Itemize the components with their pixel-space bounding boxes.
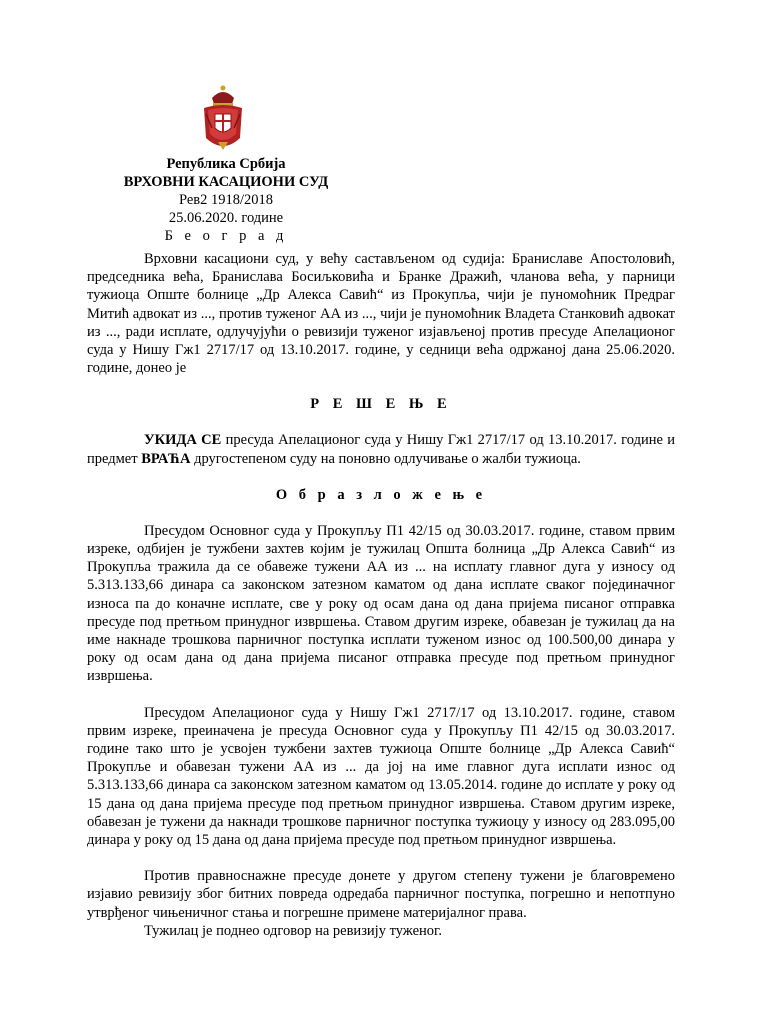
- city: Б е о г р а д: [164, 228, 288, 244]
- coat-of-arms-icon: [200, 84, 246, 156]
- decision-text-2: другостепеном суду на поновно одлучивање о жалби тужиоца.: [190, 450, 581, 467]
- decision-title: Р Е Ш Е Њ Е: [310, 396, 452, 413]
- republic-name: Република Србија: [166, 156, 286, 172]
- reasoning-title: О б р а з л о ж е њ е: [275, 486, 487, 503]
- reasoning-paragraph-4: Тужилац је поднео одговор на ревизију туженог.: [144, 922, 442, 939]
- decision-text-1: пресуда Апелационог суда у Нишу Гж1 2717/17 од 13.10.2017. године и предмет: [87, 432, 675, 467]
- decision-paragraph: [87, 431, 675, 467]
- decision-date: 25.06.2020. године: [168, 210, 284, 226]
- intro-paragraph: Врховни касациони суд, у већу састављеном од судија: Браниславе Апостоловић, председника већа, Бранислава Босиљковића и Бранке Дражић, чланова већа, у парници тужиоца Опште болнице „Др Алекса Савић“ из Прокупља, чији је пуномоћник Предраг Митић адвокат из ..., против туженог АА из ..., чији је пуномоћник Владета Станковић адвокат из ..., ради исплате, одлучујући о ревизији туженог изјављеној против пресуде Апелационог суда у Нишу Гж1 2717/17 од 13.10.2017. године, у седници већа одржаној дана 25.06.2020. године, донео је: [87, 251, 675, 377]
- reasoning-paragraph-1: Пресудом Основног суда у Прокупљу П1 42/15 од 30.03.2017. године, ставом првим изреке, одбијен је тужбени захтев којим је тужилац Општа болница „Др Алекса Савић“ из Прокупља тражила да се обавеже тужени АА из ... на исплату главног дуга у износу од 5.313.133,66 динара са законском затезном каматом од дана исплате сваког појединачног износа па до коначне исплате, све у року од осам дана од дана пријема писаног отправка пресуде под претњом принудног извршења. Ставом другим изреке, обавезан је тужилац да на име накнаде трошкова парничног поступка исплати туженом износ од 100.500,00 динара у року од осам дана од дана пријема писаног отправка пресуде под претњом принудног извршења.: [87, 522, 675, 685]
- case-number: Рев2 1918/2018: [178, 192, 274, 208]
- decision-bold-2: ВРАЋА: [141, 450, 191, 467]
- reasoning-paragraph-3: Против правноснажне пресуде донете у другом степену тужени је благовремено изјавио ревизију због битних повреда одредаба парничног поступка, погрешно и непотпуно утврђеног чињеничног стања и погрешне примене материјалног права.: [87, 868, 675, 921]
- decision-bold-1: УКИДА СЕ: [144, 432, 222, 449]
- court-header: [110, 155, 342, 245]
- reasoning-paragraph-2: Пресудом Апелационог суда у Нишу Гж1 2717/17 од 13.10.2017. године, ставом првим изреке, преиначена је пресуда Основног суда у Прокупљу П1 42/15 од 30.03.2017. године тако што је усвојен тужбени захтев тужиоца Опште болнице „Др Алекса Савић“ Прокупље и обавезан тужени АА из ... да јој на име главног дуга исплати износ од 5.313.133,66 динара са законском затезном каматом од 13.05.2014. године до исплате у року од 15 дана од дана пријема пресуде под претњом принудног извршења. Ставом другим изреке, обавезан је тужени да накнади трошкове парничног поступка тужиоцу у износу од 283.095,00 динара у року од 15 дана од дана пријема пресуде под претњом принудног извршења.: [87, 704, 675, 849]
- document-body: [87, 250, 675, 940]
- court-name: ВРХОВНИ КАСАЦИОНИ СУД: [123, 174, 329, 190]
